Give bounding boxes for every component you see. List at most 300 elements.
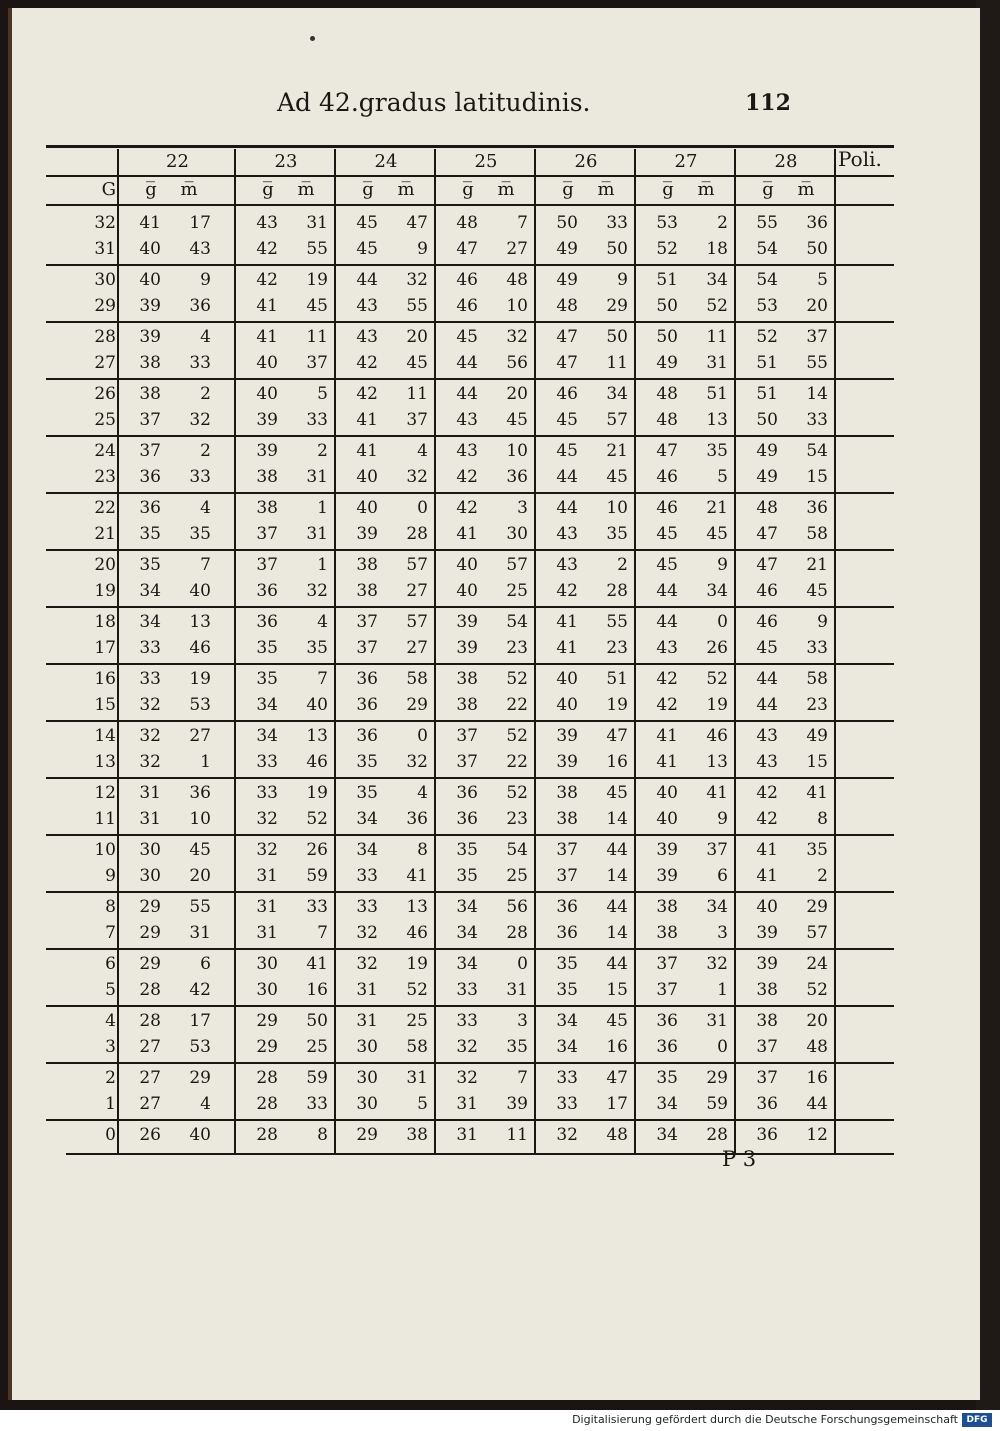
cell-minutes: 20 xyxy=(506,384,528,404)
cell-minutes: 23 xyxy=(606,638,628,658)
cell-minutes: 43 xyxy=(189,239,211,259)
cell-degrees: 32 xyxy=(139,695,161,715)
cell-minutes: 7 xyxy=(200,555,211,575)
cell-degrees: 45 xyxy=(356,213,378,233)
cell-minutes: 23 xyxy=(506,638,528,658)
cell-degrees: 37 xyxy=(456,726,478,746)
cell-minutes: 45 xyxy=(606,467,628,487)
cell-degrees: 31 xyxy=(256,897,278,917)
cell-degrees: 46 xyxy=(456,296,478,316)
cell-degrees: 46 xyxy=(656,498,678,518)
row-latitude: 26 xyxy=(94,384,116,404)
cell-minutes: 48 xyxy=(806,1037,828,1057)
cell-minutes: 26 xyxy=(306,840,328,860)
cell-minutes: 1 xyxy=(717,980,728,1000)
cell-minutes: 13 xyxy=(406,897,428,917)
cell-minutes: 8 xyxy=(417,840,428,860)
cell-degrees: 37 xyxy=(656,980,678,1000)
cell-degrees: 35 xyxy=(656,1068,678,1088)
cell-degrees: 28 xyxy=(256,1094,278,1114)
group-rule xyxy=(46,492,894,494)
cell-degrees: 40 xyxy=(139,270,161,290)
subheader-degrees: g̅ xyxy=(145,179,157,200)
cell-degrees: 41 xyxy=(139,213,161,233)
cell-degrees: 27 xyxy=(139,1068,161,1088)
cell-minutes: 10 xyxy=(606,498,628,518)
cell-degrees: 39 xyxy=(456,638,478,658)
cell-degrees: 43 xyxy=(456,441,478,461)
cell-minutes: 0 xyxy=(417,726,428,746)
row-latitude: 12 xyxy=(94,783,116,803)
cell-degrees: 43 xyxy=(556,524,578,544)
cell-minutes: 49 xyxy=(806,726,828,746)
row-latitude: 10 xyxy=(94,840,116,860)
cell-minutes: 46 xyxy=(189,638,211,658)
cell-minutes: 44 xyxy=(606,954,628,974)
cell-minutes: 25 xyxy=(406,1011,428,1031)
cell-minutes: 3 xyxy=(517,498,528,518)
cell-degrees: 47 xyxy=(456,239,478,259)
cell-degrees: 41 xyxy=(456,524,478,544)
cell-minutes: 12 xyxy=(806,1125,828,1145)
cell-minutes: 34 xyxy=(706,897,728,917)
cell-degrees: 38 xyxy=(139,384,161,404)
cell-degrees: 39 xyxy=(756,954,778,974)
cell-minutes: 31 xyxy=(306,524,328,544)
footer-bar xyxy=(0,1410,1000,1431)
cell-degrees: 50 xyxy=(756,410,778,430)
cell-degrees: 41 xyxy=(556,638,578,658)
cell-minutes: 35 xyxy=(806,840,828,860)
cell-minutes: 31 xyxy=(406,1068,428,1088)
cell-minutes: 33 xyxy=(189,353,211,373)
group-rule xyxy=(46,378,894,380)
cell-minutes: 14 xyxy=(606,866,628,886)
cell-minutes: 57 xyxy=(506,555,528,575)
cell-degrees: 40 xyxy=(456,555,478,575)
cell-degrees: 51 xyxy=(756,384,778,404)
cell-minutes: 19 xyxy=(189,669,211,689)
cell-minutes: 57 xyxy=(806,923,828,943)
cell-degrees: 39 xyxy=(256,410,278,430)
cell-minutes: 31 xyxy=(706,1011,728,1031)
cell-minutes: 52 xyxy=(406,980,428,1000)
cell-degrees: 43 xyxy=(456,410,478,430)
cell-minutes: 25 xyxy=(306,1037,328,1057)
cell-degrees: 52 xyxy=(756,327,778,347)
cell-minutes: 31 xyxy=(306,467,328,487)
cell-degrees: 37 xyxy=(456,752,478,772)
cell-degrees: 40 xyxy=(256,353,278,373)
cell-degrees: 35 xyxy=(256,669,278,689)
cell-degrees: 43 xyxy=(656,638,678,658)
column-divider xyxy=(434,149,436,1153)
row-latitude: 31 xyxy=(94,239,116,259)
cell-degrees: 42 xyxy=(356,384,378,404)
cell-minutes: 33 xyxy=(306,897,328,917)
cell-degrees: 39 xyxy=(456,612,478,632)
cell-degrees: 29 xyxy=(256,1011,278,1031)
subheader-minutes: m̅ xyxy=(397,179,415,200)
cell-minutes: 36 xyxy=(189,296,211,316)
cell-minutes: 41 xyxy=(406,866,428,886)
cell-minutes: 27 xyxy=(506,239,528,259)
cell-minutes: 36 xyxy=(506,467,528,487)
cell-degrees: 34 xyxy=(656,1125,678,1145)
cell-minutes: 29 xyxy=(406,695,428,715)
cell-degrees: 30 xyxy=(356,1037,378,1057)
cell-minutes: 29 xyxy=(189,1068,211,1088)
cell-minutes: 27 xyxy=(406,581,428,601)
cell-minutes: 13 xyxy=(706,752,728,772)
cell-minutes: 13 xyxy=(706,410,728,430)
cell-degrees: 37 xyxy=(656,954,678,974)
cell-minutes: 36 xyxy=(406,809,428,829)
cell-degrees: 29 xyxy=(139,897,161,917)
cell-minutes: 16 xyxy=(606,752,628,772)
subheader-minutes: m̅ xyxy=(497,179,515,200)
cell-minutes: 50 xyxy=(606,239,628,259)
cell-degrees: 43 xyxy=(356,327,378,347)
cell-degrees: 29 xyxy=(356,1125,378,1145)
cell-minutes: 40 xyxy=(306,695,328,715)
cell-degrees: 43 xyxy=(356,296,378,316)
cell-degrees: 40 xyxy=(556,669,578,689)
cell-degrees: 37 xyxy=(139,410,161,430)
cell-minutes: 11 xyxy=(706,327,728,347)
cell-minutes: 47 xyxy=(606,726,628,746)
cell-minutes: 55 xyxy=(406,296,428,316)
cell-degrees: 43 xyxy=(756,752,778,772)
column-divider xyxy=(334,149,336,1153)
cell-minutes: 53 xyxy=(189,1037,211,1057)
subheader-degrees: g̅ xyxy=(262,179,274,200)
cell-degrees: 42 xyxy=(456,498,478,518)
cell-minutes: 54 xyxy=(506,612,528,632)
cell-minutes: 23 xyxy=(506,809,528,829)
cell-minutes: 41 xyxy=(306,954,328,974)
cell-degrees: 47 xyxy=(556,327,578,347)
cell-minutes: 17 xyxy=(189,213,211,233)
cell-minutes: 28 xyxy=(406,524,428,544)
cell-minutes: 44 xyxy=(606,840,628,860)
cell-minutes: 34 xyxy=(706,581,728,601)
cell-degrees: 28 xyxy=(139,980,161,1000)
cell-degrees: 35 xyxy=(356,783,378,803)
cell-minutes: 1 xyxy=(317,555,328,575)
cell-degrees: 28 xyxy=(256,1125,278,1145)
cell-degrees: 30 xyxy=(139,866,161,886)
cell-minutes: 52 xyxy=(506,783,528,803)
cell-minutes: 57 xyxy=(406,555,428,575)
cell-degrees: 42 xyxy=(256,270,278,290)
group-rule xyxy=(46,1062,894,1064)
cell-minutes: 23 xyxy=(806,695,828,715)
cell-degrees: 41 xyxy=(256,296,278,316)
cell-degrees: 32 xyxy=(356,923,378,943)
cell-degrees: 30 xyxy=(356,1094,378,1114)
cell-minutes: 4 xyxy=(317,612,328,632)
cell-minutes: 54 xyxy=(506,840,528,860)
cell-minutes: 52 xyxy=(806,980,828,1000)
cell-minutes: 16 xyxy=(606,1037,628,1057)
cell-minutes: 2 xyxy=(617,555,628,575)
cell-minutes: 20 xyxy=(189,866,211,886)
header-rule xyxy=(46,175,894,177)
cell-minutes: 45 xyxy=(406,353,428,373)
cell-minutes: 3 xyxy=(717,923,728,943)
row-latitude: 3 xyxy=(105,1037,116,1057)
cell-minutes: 57 xyxy=(606,410,628,430)
cell-degrees: 39 xyxy=(556,726,578,746)
cell-degrees: 33 xyxy=(256,783,278,803)
cell-minutes: 32 xyxy=(706,954,728,974)
cell-minutes: 6 xyxy=(717,866,728,886)
cell-degrees: 35 xyxy=(356,752,378,772)
cell-degrees: 32 xyxy=(456,1068,478,1088)
cell-degrees: 34 xyxy=(556,1037,578,1057)
cell-minutes: 37 xyxy=(706,840,728,860)
cell-degrees: 37 xyxy=(256,555,278,575)
cell-minutes: 21 xyxy=(806,555,828,575)
cell-minutes: 29 xyxy=(706,1068,728,1088)
row-latitude: 25 xyxy=(94,410,116,430)
cell-degrees: 31 xyxy=(256,923,278,943)
cell-minutes: 52 xyxy=(506,726,528,746)
cell-minutes: 52 xyxy=(706,669,728,689)
cell-degrees: 39 xyxy=(556,752,578,772)
cell-degrees: 36 xyxy=(556,923,578,943)
cell-minutes: 45 xyxy=(806,581,828,601)
cell-degrees: 36 xyxy=(756,1125,778,1145)
cell-minutes: 5 xyxy=(317,384,328,404)
cell-minutes: 57 xyxy=(406,612,428,632)
cell-minutes: 4 xyxy=(417,783,428,803)
column-header: 22 xyxy=(166,151,189,172)
group-rule xyxy=(46,948,894,950)
cell-degrees: 46 xyxy=(556,384,578,404)
cell-minutes: 2 xyxy=(200,384,211,404)
row-latitude: 16 xyxy=(94,669,116,689)
cell-degrees: 34 xyxy=(356,840,378,860)
cell-minutes: 11 xyxy=(306,327,328,347)
cell-degrees: 38 xyxy=(556,809,578,829)
cell-degrees: 38 xyxy=(756,1011,778,1031)
subheader-minutes: m̅ xyxy=(180,179,198,200)
cell-minutes: 3 xyxy=(517,1011,528,1031)
row-latitude: 20 xyxy=(94,555,116,575)
cell-minutes: 25 xyxy=(506,866,528,886)
cell-degrees: 34 xyxy=(139,612,161,632)
cell-degrees: 46 xyxy=(756,581,778,601)
cell-degrees: 54 xyxy=(756,270,778,290)
cell-minutes: 16 xyxy=(306,980,328,1000)
cell-degrees: 36 xyxy=(656,1037,678,1057)
cell-degrees: 48 xyxy=(656,410,678,430)
cell-minutes: 51 xyxy=(606,669,628,689)
cell-minutes: 0 xyxy=(717,1037,728,1057)
cell-minutes: 59 xyxy=(306,1068,328,1088)
cell-minutes: 7 xyxy=(317,669,328,689)
cell-degrees: 28 xyxy=(139,1011,161,1031)
cell-degrees: 34 xyxy=(656,1094,678,1114)
cell-minutes: 33 xyxy=(306,1094,328,1114)
cell-degrees: 37 xyxy=(356,638,378,658)
cell-minutes: 8 xyxy=(817,809,828,829)
cell-degrees: 33 xyxy=(139,669,161,689)
cell-degrees: 45 xyxy=(656,555,678,575)
cell-minutes: 15 xyxy=(806,467,828,487)
column-header: 26 xyxy=(574,151,598,172)
row-latitude: 22 xyxy=(94,498,116,518)
cell-minutes: 17 xyxy=(606,1094,628,1114)
cell-degrees: 30 xyxy=(256,980,278,1000)
row-latitude: 29 xyxy=(94,296,116,316)
group-rule xyxy=(46,321,894,323)
pole-label: Poli. xyxy=(838,147,882,171)
cell-minutes: 15 xyxy=(606,980,628,1000)
subheader-minutes: m̅ xyxy=(297,179,315,200)
cell-minutes: 22 xyxy=(506,695,528,715)
cell-degrees: 37 xyxy=(756,1068,778,1088)
cell-minutes: 5 xyxy=(817,270,828,290)
cell-minutes: 47 xyxy=(406,213,428,233)
cell-degrees: 31 xyxy=(456,1125,478,1145)
cell-degrees: 35 xyxy=(556,980,578,1000)
subheader-minutes: m̅ xyxy=(797,179,815,200)
cell-degrees: 33 xyxy=(139,638,161,658)
cell-minutes: 24 xyxy=(806,954,828,974)
cell-minutes: 41 xyxy=(706,783,728,803)
cell-degrees: 41 xyxy=(656,752,678,772)
cell-degrees: 52 xyxy=(656,239,678,259)
cell-degrees: 32 xyxy=(256,840,278,860)
cell-degrees: 46 xyxy=(656,467,678,487)
cell-degrees: 40 xyxy=(456,581,478,601)
cell-degrees: 38 xyxy=(139,353,161,373)
subheader-degrees: g̅ xyxy=(462,179,474,200)
row-latitude: 8 xyxy=(105,897,116,917)
cell-minutes: 29 xyxy=(806,897,828,917)
cell-degrees: 53 xyxy=(656,213,678,233)
cell-degrees: 55 xyxy=(756,213,778,233)
cell-degrees: 36 xyxy=(456,809,478,829)
cell-degrees: 28 xyxy=(256,1068,278,1088)
cell-degrees: 31 xyxy=(356,980,378,1000)
cell-degrees: 33 xyxy=(356,866,378,886)
cell-minutes: 32 xyxy=(189,410,211,430)
cell-degrees: 37 xyxy=(556,840,578,860)
cell-degrees: 40 xyxy=(656,809,678,829)
cell-degrees: 34 xyxy=(256,726,278,746)
cell-minutes: 38 xyxy=(406,1125,428,1145)
cell-minutes: 11 xyxy=(606,353,628,373)
cell-degrees: 45 xyxy=(356,239,378,259)
row-latitude: 1 xyxy=(105,1094,116,1114)
subheader-minutes: m̅ xyxy=(697,179,715,200)
funding-credit: Digitalisierung gefördert durch die Deutsche Forschungsgemeinschaft xyxy=(572,1413,958,1426)
cell-degrees: 43 xyxy=(256,213,278,233)
cell-minutes: 25 xyxy=(506,581,528,601)
cell-minutes: 20 xyxy=(806,296,828,316)
cell-degrees: 48 xyxy=(756,498,778,518)
cell-degrees: 33 xyxy=(556,1094,578,1114)
cell-degrees: 38 xyxy=(656,897,678,917)
cell-minutes: 22 xyxy=(506,752,528,772)
cell-minutes: 45 xyxy=(189,840,211,860)
row-latitude: 21 xyxy=(94,524,116,544)
row-latitude: 6 xyxy=(105,954,116,974)
cell-degrees: 51 xyxy=(656,270,678,290)
cell-degrees: 48 xyxy=(456,213,478,233)
cell-minutes: 9 xyxy=(617,270,628,290)
column-header: 24 xyxy=(374,151,398,172)
cell-minutes: 44 xyxy=(806,1094,828,1114)
cell-degrees: 41 xyxy=(256,327,278,347)
cell-minutes: 40 xyxy=(189,1125,211,1145)
cell-degrees: 44 xyxy=(656,581,678,601)
cell-minutes: 31 xyxy=(506,980,528,1000)
cell-degrees: 37 xyxy=(139,441,161,461)
cell-minutes: 59 xyxy=(706,1094,728,1114)
cell-minutes: 17 xyxy=(189,1011,211,1031)
cell-minutes: 58 xyxy=(806,669,828,689)
cell-minutes: 44 xyxy=(606,897,628,917)
cell-degrees: 36 xyxy=(139,467,161,487)
cell-minutes: 2 xyxy=(200,441,211,461)
cell-minutes: 15 xyxy=(806,752,828,772)
cell-degrees: 44 xyxy=(556,467,578,487)
group-rule xyxy=(46,891,894,893)
cell-degrees: 44 xyxy=(556,498,578,518)
cell-degrees: 38 xyxy=(256,467,278,487)
column-divider xyxy=(834,149,836,1153)
cell-degrees: 39 xyxy=(756,923,778,943)
cell-minutes: 10 xyxy=(189,809,211,829)
cell-degrees: 42 xyxy=(756,809,778,829)
column-divider xyxy=(634,149,636,1153)
cell-minutes: 28 xyxy=(606,581,628,601)
cell-degrees: 41 xyxy=(556,612,578,632)
cell-degrees: 44 xyxy=(756,695,778,715)
cell-minutes: 7 xyxy=(517,1068,528,1088)
table-top-rule xyxy=(46,145,894,148)
cell-minutes: 9 xyxy=(717,809,728,829)
row-latitude: 2 xyxy=(105,1068,116,1088)
cell-minutes: 14 xyxy=(606,809,628,829)
cell-degrees: 48 xyxy=(656,384,678,404)
cell-minutes: 9 xyxy=(417,239,428,259)
cell-minutes: 31 xyxy=(189,923,211,943)
row-latitude: 9 xyxy=(105,866,116,886)
cell-minutes: 27 xyxy=(406,638,428,658)
cell-degrees: 31 xyxy=(139,809,161,829)
cell-minutes: 45 xyxy=(706,524,728,544)
cell-minutes: 42 xyxy=(189,980,211,1000)
cell-degrees: 50 xyxy=(656,296,678,316)
cell-degrees: 47 xyxy=(656,441,678,461)
cell-minutes: 27 xyxy=(189,726,211,746)
cell-degrees: 53 xyxy=(756,296,778,316)
cell-minutes: 33 xyxy=(806,638,828,658)
cell-minutes: 47 xyxy=(606,1068,628,1088)
subheader-degrees: g̅ xyxy=(762,179,774,200)
cell-degrees: 40 xyxy=(139,239,161,259)
cell-degrees: 39 xyxy=(139,327,161,347)
cell-degrees: 32 xyxy=(356,954,378,974)
cell-degrees: 37 xyxy=(556,866,578,886)
cell-minutes: 33 xyxy=(806,410,828,430)
